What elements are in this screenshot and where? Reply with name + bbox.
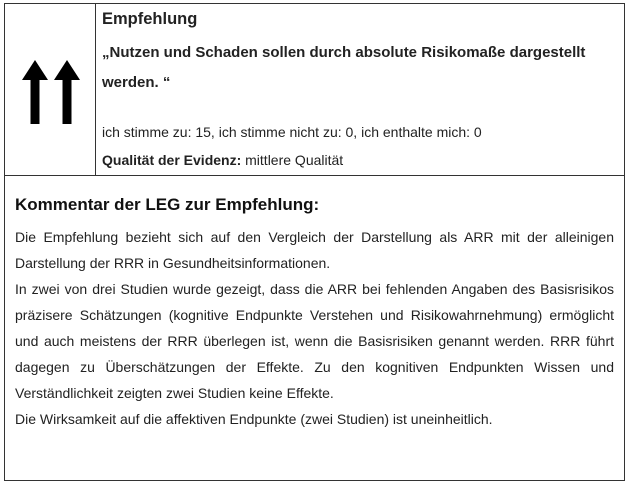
- comment-paragraph: In zwei von drei Studien wurde gezeigt, dass die ARR bei fehlenden Angaben des Basisrisikos präzisere Schätzungen (kognitive Endpunkte Verstehen und Risikowahrnehmung) ermöglicht und auch meistens der RRR überlegen ist, wenn die Basisrisiken genannt werden. RRR führt dagegen zu Überschätzungen der Effekte. Zu den kognitiven Endpunkten Wissen und Verständlichkeit zeigten zwei Studien keine Effekte.: [15, 281, 614, 401]
- comment-body: [15, 224, 614, 432]
- comment-section: [5, 176, 624, 432]
- evidence-quality-value: mittlere Qualität: [241, 152, 344, 168]
- evidence-quality: [102, 152, 343, 168]
- comment-paragraph: Die Empfehlung bezieht sich auf den Vergleich der Darstellung als ARR mit der alleinigen Darstellung der RRR in Gesundheitsinformationen.: [15, 229, 614, 271]
- recommendation-box: [4, 3, 625, 481]
- vote-result: ich stimme zu: 15, ich stimme nicht zu: 0, ich enthalte mich: 0: [102, 124, 482, 140]
- recommendation-cell: [102, 4, 620, 175]
- recommendation-heading: Empfehlung: [102, 10, 198, 28]
- strength-cell: [5, 4, 96, 175]
- double-up-arrow-icon: [22, 60, 80, 124]
- evidence-quality-label: Qualität der Evidenz:: [102, 152, 242, 168]
- recommendation-statement: „Nutzen und Schaden sollen durch absolute Risikomaße dargestellt werden. “: [102, 44, 586, 91]
- comment-heading: Kommentar der LEG zur Empfehlung:: [15, 195, 320, 214]
- comment-paragraph: Die Wirksamkeit auf die affektiven Endpunkte (zwei Studien) ist uneinheitlich.: [15, 411, 493, 427]
- recommendation-row: [5, 4, 624, 176]
